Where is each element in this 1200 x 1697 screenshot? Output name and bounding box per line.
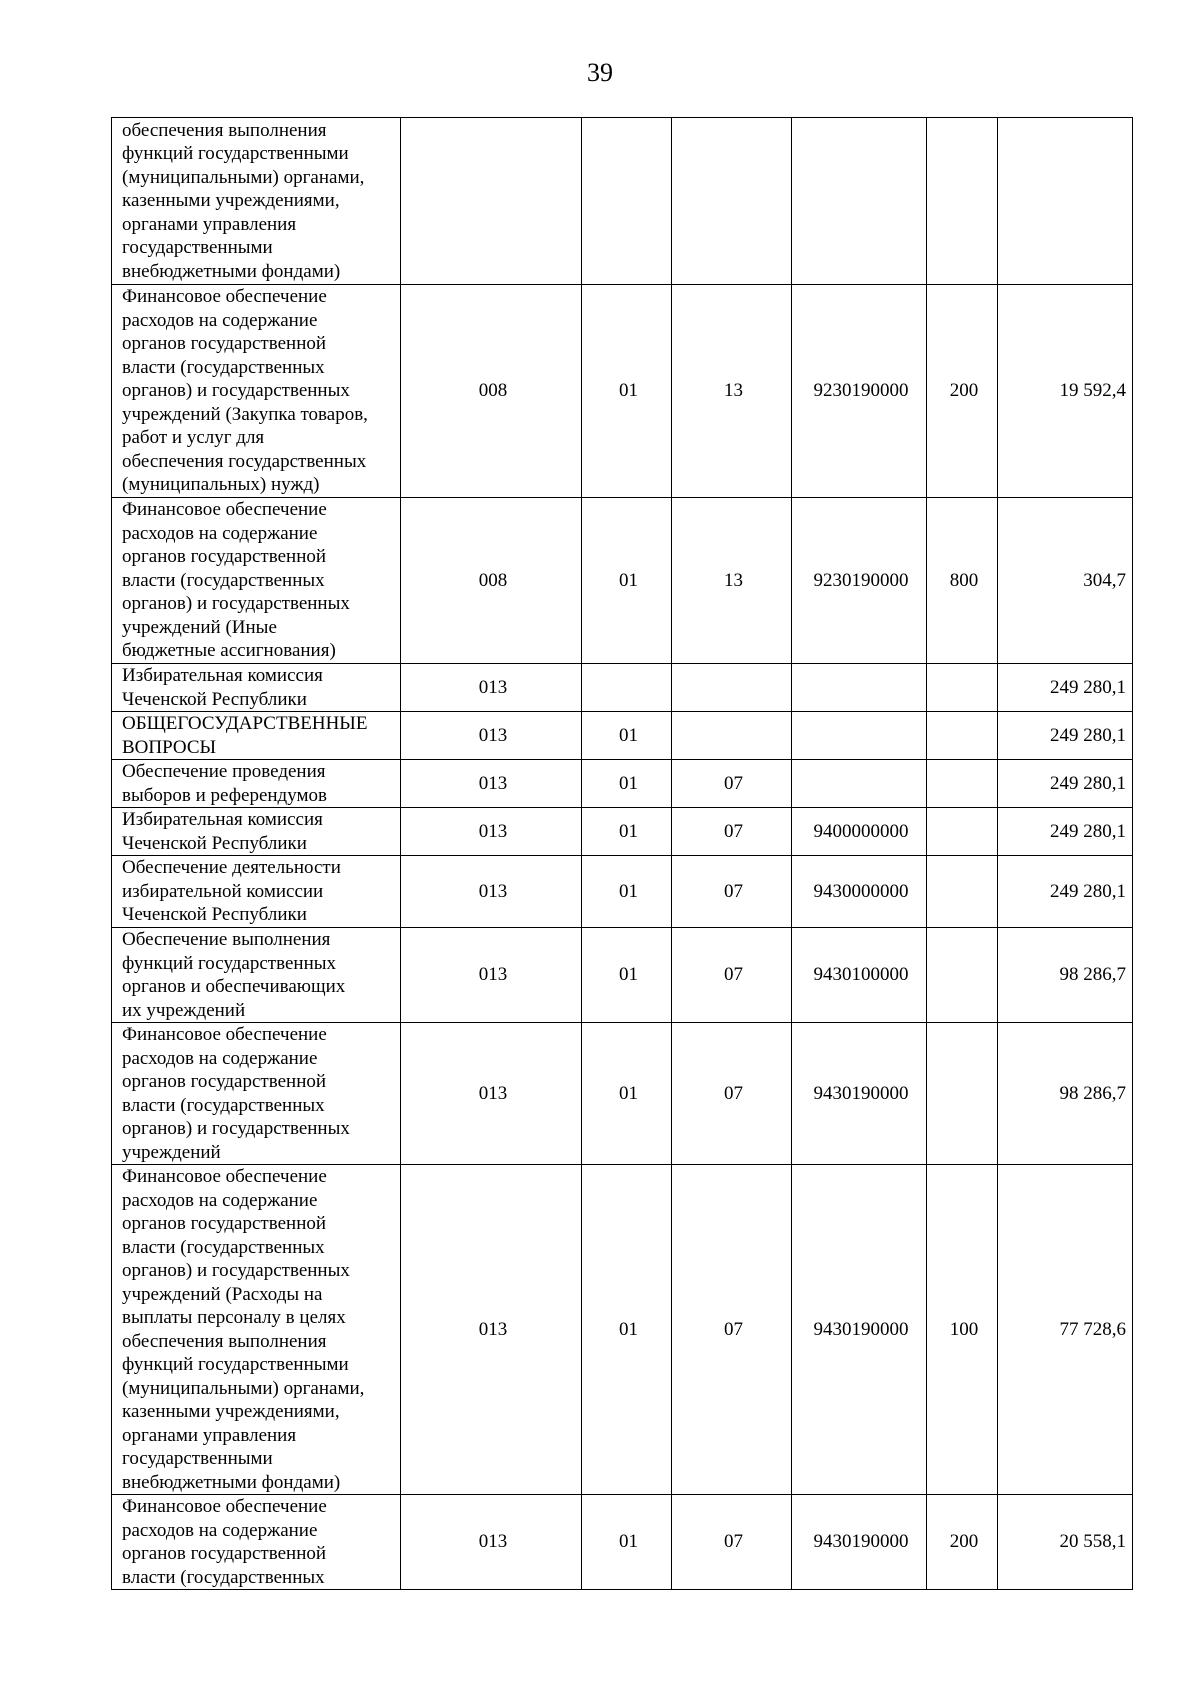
- cell-vr: [927, 856, 998, 928]
- cell-ved: 013: [401, 712, 582, 760]
- table-row: [112, 856, 1133, 928]
- cell-sum: 249 280,1: [998, 664, 1133, 712]
- cell-name: [112, 808, 401, 856]
- cell-csr: [792, 712, 927, 760]
- cell-csr: 9230190000: [792, 285, 927, 498]
- table-row: [112, 1165, 1133, 1495]
- cell-sum: [998, 118, 1133, 285]
- cell-name-text: обеспечения выполнения функций государственными (муниципальными) органами, казенными учреждениями, органами управления государственными внебюджетными фондами): [122, 119, 365, 282]
- cell-ved: 013: [401, 808, 582, 856]
- cell-csr: 9430190000: [792, 1165, 927, 1495]
- cell-sum: 19 592,4: [998, 285, 1133, 498]
- table-row: [112, 285, 1133, 498]
- cell-sum: 249 280,1: [998, 760, 1133, 808]
- cell-vr: [927, 664, 998, 712]
- cell-vr: [927, 1023, 998, 1165]
- cell-rz: 01: [582, 760, 672, 808]
- table-row: [112, 118, 1133, 285]
- cell-name: [112, 285, 401, 498]
- cell-csr: [792, 760, 927, 808]
- cell-csr: [792, 118, 927, 285]
- cell-vr: 800: [927, 498, 998, 664]
- cell-rz: 01: [582, 498, 672, 664]
- cell-name: [112, 118, 401, 285]
- cell-name: [112, 760, 401, 808]
- cell-rz: 01: [582, 856, 672, 928]
- cell-pr: 07: [672, 1023, 792, 1165]
- cell-name: [112, 1165, 401, 1495]
- table-row: [112, 1023, 1133, 1165]
- cell-pr: 07: [672, 808, 792, 856]
- cell-name-text: Финансовое обеспечение расходов на содержание органов государственной власти (государственных органов) и государственных учреждений (Закупка товаров, работ и услуг для обеспечения государственных (муниципальных) нужд): [122, 286, 368, 496]
- cell-name-text: Обеспечение деятельности избирательной комиссии Чеченской Республики: [122, 857, 341, 926]
- cell-sum: 304,7: [998, 498, 1133, 664]
- cell-sum: 98 286,7: [998, 1023, 1133, 1165]
- cell-ved: 008: [401, 285, 582, 498]
- cell-vr: 200: [927, 285, 998, 498]
- cell-pr: 07: [672, 856, 792, 928]
- cell-name-text: Избирательная комиссия Чеченской Республики: [122, 665, 323, 710]
- cell-csr: 9430190000: [792, 1023, 927, 1165]
- cell-rz: 01: [582, 1165, 672, 1495]
- cell-ved: 008: [401, 498, 582, 664]
- cell-rz: 01: [582, 808, 672, 856]
- table-row: [112, 498, 1133, 664]
- cell-name: [112, 664, 401, 712]
- cell-name-text: Финансовое обеспечение расходов на содержание органов государственной власти (государственных: [122, 1496, 327, 1588]
- cell-pr: [672, 712, 792, 760]
- cell-vr: [927, 808, 998, 856]
- cell-vr: [927, 928, 998, 1023]
- cell-ved: 013: [401, 760, 582, 808]
- cell-csr: 9430190000: [792, 1495, 927, 1590]
- table-row: [112, 1495, 1133, 1590]
- cell-sum: 249 280,1: [998, 712, 1133, 760]
- cell-vr: [927, 760, 998, 808]
- table-row: [112, 712, 1133, 760]
- cell-name-text: Финансовое обеспечение расходов на содержание органов государственной власти (государственных органов) и государственных учреждений: [122, 1024, 350, 1163]
- cell-csr: 9230190000: [792, 498, 927, 664]
- cell-ved: 013: [401, 1023, 582, 1165]
- cell-csr: 9430000000: [792, 856, 927, 928]
- cell-ved: 013: [401, 664, 582, 712]
- cell-name-text: Финансовое обеспечение расходов на содержание органов государственной власти (государственных органов) и государственных учреждений (Иные бюджетные ассигнования): [122, 499, 350, 662]
- cell-name: [112, 498, 401, 664]
- cell-ved: 013: [401, 1165, 582, 1495]
- cell-pr: [672, 118, 792, 285]
- cell-rz: [582, 118, 672, 285]
- cell-name-text: Финансовое обеспечение расходов на содержание органов государственной власти (государственных органов) и государственных учреждений (Расходы на выплаты персоналу в целях обеспечения выполнения функций государственными (муниципальными) органами, казенными учреждениями, органами управления государственными внебюджетными фондами): [122, 1166, 365, 1493]
- table-row: [112, 664, 1133, 712]
- cell-vr: [927, 118, 998, 285]
- cell-sum: 249 280,1: [998, 856, 1133, 928]
- cell-name-text: Обеспечение выполнения функций государственных органов и обеспечивающих их учреждений: [122, 929, 346, 1021]
- cell-csr: [792, 664, 927, 712]
- cell-sum: 77 728,6: [998, 1165, 1133, 1495]
- cell-pr: 13: [672, 285, 792, 498]
- cell-ved: 013: [401, 856, 582, 928]
- cell-rz: 01: [582, 1495, 672, 1590]
- cell-rz: 01: [582, 1023, 672, 1165]
- cell-rz: 01: [582, 712, 672, 760]
- cell-rz: 01: [582, 285, 672, 498]
- cell-rz: [582, 664, 672, 712]
- cell-csr: 9400000000: [792, 808, 927, 856]
- cell-name-text: Обеспечение проведения выборов и референдумов: [122, 761, 327, 806]
- cell-name: [112, 928, 401, 1023]
- table-row: [112, 928, 1133, 1023]
- cell-name: [112, 856, 401, 928]
- cell-pr: 07: [672, 760, 792, 808]
- cell-pr: 07: [672, 1165, 792, 1495]
- page-number: 39: [587, 58, 613, 87]
- table-row: [112, 760, 1133, 808]
- budget-table: [111, 117, 1133, 1590]
- table-body: [112, 118, 1133, 1590]
- cell-vr: [927, 712, 998, 760]
- cell-name: [112, 1023, 401, 1165]
- cell-csr: 9430100000: [792, 928, 927, 1023]
- cell-pr: 07: [672, 1495, 792, 1590]
- cell-sum: 20 558,1: [998, 1495, 1133, 1590]
- cell-pr: 13: [672, 498, 792, 664]
- cell-pr: 07: [672, 928, 792, 1023]
- cell-sum: 98 286,7: [998, 928, 1133, 1023]
- cell-sum: 249 280,1: [998, 808, 1133, 856]
- cell-name: [112, 1495, 401, 1590]
- cell-ved: [401, 118, 582, 285]
- cell-name-text: Избирательная комиссия Чеченской Республики: [122, 809, 323, 854]
- cell-pr: [672, 664, 792, 712]
- cell-name-text: ОБЩЕГОСУДАРСТВЕННЫЕ ВОПРОСЫ: [122, 713, 368, 758]
- cell-vr: 200: [927, 1495, 998, 1590]
- cell-ved: 013: [401, 1495, 582, 1590]
- cell-vr: 100: [927, 1165, 998, 1495]
- cell-ved: 013: [401, 928, 582, 1023]
- table-row: [112, 808, 1133, 856]
- cell-name: [112, 712, 401, 760]
- cell-rz: 01: [582, 928, 672, 1023]
